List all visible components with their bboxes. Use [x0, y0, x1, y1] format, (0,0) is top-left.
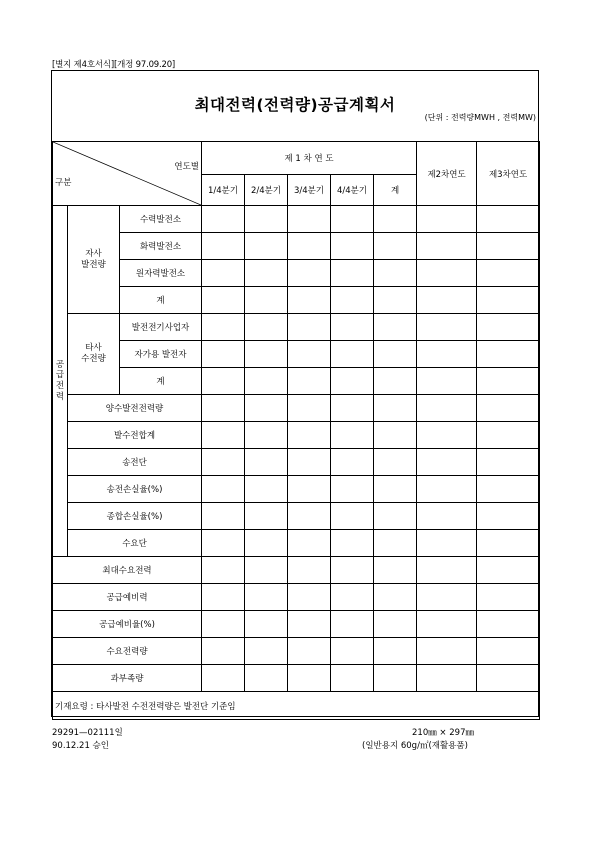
input-cell[interactable] — [331, 557, 374, 584]
input-cell[interactable] — [245, 449, 288, 476]
instructions-note: 기재요령 : 타사발전 수전전력량은 발전단 기준임 — [53, 692, 540, 720]
input-cell[interactable] — [202, 584, 245, 611]
input-cell[interactable] — [374, 422, 417, 449]
row-label: 최대수요전력 — [53, 557, 202, 584]
input-cell[interactable] — [288, 260, 331, 287]
quarter-header: 1/4분기 — [202, 175, 245, 206]
other-receipt-text: 타사 수전량 — [81, 343, 106, 364]
input-cell[interactable] — [288, 314, 331, 341]
input-cell[interactable] — [477, 314, 540, 341]
row-label: 공급예비력 — [53, 584, 202, 611]
input-cell[interactable] — [477, 233, 540, 260]
input-cell[interactable] — [331, 287, 374, 314]
input-cell[interactable] — [331, 611, 374, 638]
input-cell[interactable] — [417, 314, 477, 341]
input-cell[interactable] — [288, 287, 331, 314]
diagonal-line — [53, 142, 201, 205]
input-cell[interactable] — [374, 206, 417, 233]
input-cell[interactable] — [245, 665, 288, 692]
input-cell[interactable] — [331, 422, 374, 449]
input-cell[interactable] — [331, 449, 374, 476]
input-cell[interactable] — [202, 395, 245, 422]
input-cell[interactable] — [477, 530, 540, 557]
input-cell[interactable] — [477, 341, 540, 368]
supply-power-label — [53, 206, 68, 557]
corner-cell — [53, 142, 202, 206]
input-cell[interactable] — [417, 287, 477, 314]
input-cell[interactable] — [245, 611, 288, 638]
input-cell[interactable] — [245, 368, 288, 395]
input-cell[interactable] — [417, 476, 477, 503]
input-cell[interactable] — [374, 530, 417, 557]
input-cell[interactable] — [202, 476, 245, 503]
paper-size: 210㎜ × 297㎜ — [412, 728, 474, 738]
input-cell[interactable] — [331, 638, 374, 665]
own-generation-text: 자사 발전량 — [81, 248, 106, 270]
input-cell[interactable] — [202, 206, 245, 233]
input-cell[interactable] — [245, 530, 288, 557]
input-cell[interactable] — [417, 638, 477, 665]
input-cell[interactable] — [417, 260, 477, 287]
input-cell[interactable] — [245, 233, 288, 260]
input-cell[interactable] — [288, 611, 331, 638]
input-cell[interactable] — [245, 341, 288, 368]
input-cell[interactable] — [374, 503, 417, 530]
input-cell[interactable] — [477, 368, 540, 395]
input-cell[interactable] — [202, 260, 245, 287]
input-cell[interactable] — [331, 368, 374, 395]
input-cell[interactable] — [331, 233, 374, 260]
row-label: 수요단 — [68, 530, 202, 557]
corner-year-label: 연도별 — [174, 162, 200, 172]
input-cell[interactable] — [477, 260, 540, 287]
input-cell[interactable] — [245, 395, 288, 422]
input-cell[interactable] — [288, 341, 331, 368]
year3-header: 제3차연도 — [477, 142, 540, 206]
input-cell[interactable] — [374, 287, 417, 314]
input-cell[interactable] — [288, 530, 331, 557]
input-cell[interactable] — [374, 449, 417, 476]
row-label: 공급예비율(%) — [53, 611, 202, 638]
input-cell[interactable] — [374, 611, 417, 638]
input-cell[interactable] — [417, 611, 477, 638]
input-cell[interactable] — [331, 530, 374, 557]
input-cell[interactable] — [374, 368, 417, 395]
input-cell[interactable] — [417, 422, 477, 449]
row-label: 발수전합계 — [68, 422, 202, 449]
year2-header: 제2차연도 — [417, 142, 477, 206]
input-cell[interactable] — [288, 476, 331, 503]
input-cell[interactable] — [288, 584, 331, 611]
input-cell[interactable] — [202, 449, 245, 476]
input-cell[interactable] — [202, 638, 245, 665]
input-cell[interactable] — [477, 395, 540, 422]
supply-power-text: 공 급 전 력 — [55, 359, 65, 402]
input-cell[interactable] — [374, 584, 417, 611]
input-cell[interactable] — [417, 665, 477, 692]
input-cell[interactable] — [288, 557, 331, 584]
form-number: 29291—02111일 — [52, 728, 123, 738]
approval-date: 90.12.21 승인 — [52, 741, 109, 751]
input-cell[interactable] — [374, 665, 417, 692]
row-label: 자가용 발전자 — [120, 341, 202, 368]
input-cell[interactable] — [374, 557, 417, 584]
input-cell[interactable] — [288, 422, 331, 449]
own-generation-label — [68, 206, 120, 314]
input-cell[interactable] — [477, 611, 540, 638]
row-label: 송전단 — [68, 449, 202, 476]
quarter-header: 4/4분기 — [331, 175, 374, 206]
year1-header: 제 1 차 연 도 — [202, 142, 417, 175]
input-cell[interactable] — [477, 422, 540, 449]
input-cell[interactable] — [331, 665, 374, 692]
input-cell[interactable] — [245, 260, 288, 287]
input-cell[interactable] — [477, 638, 540, 665]
form-frame — [51, 70, 539, 717]
input-cell[interactable] — [331, 260, 374, 287]
input-cell[interactable] — [331, 341, 374, 368]
quarter-header: 3/4분기 — [288, 175, 331, 206]
input-cell[interactable] — [202, 314, 245, 341]
input-cell[interactable] — [331, 395, 374, 422]
input-cell[interactable] — [417, 368, 477, 395]
input-cell[interactable] — [288, 368, 331, 395]
quarter-header: 2/4분기 — [245, 175, 288, 206]
row-label: 화력발전소 — [120, 233, 202, 260]
row-label: 계 — [120, 368, 202, 395]
input-cell[interactable] — [288, 233, 331, 260]
supply-plan-table — [52, 141, 540, 720]
input-cell[interactable] — [477, 584, 540, 611]
input-cell[interactable] — [477, 503, 540, 530]
input-cell[interactable] — [245, 422, 288, 449]
input-cell[interactable] — [477, 665, 540, 692]
input-cell[interactable] — [331, 206, 374, 233]
input-cell[interactable] — [245, 206, 288, 233]
input-cell[interactable] — [477, 476, 540, 503]
input-cell[interactable] — [374, 341, 417, 368]
input-cell[interactable] — [245, 557, 288, 584]
input-cell[interactable] — [374, 314, 417, 341]
input-cell[interactable] — [417, 395, 477, 422]
input-cell[interactable] — [331, 476, 374, 503]
input-cell[interactable] — [374, 233, 417, 260]
input-cell[interactable] — [417, 449, 477, 476]
input-cell[interactable] — [288, 206, 331, 233]
input-cell[interactable] — [331, 314, 374, 341]
row-label: 송전손실율(%) — [68, 476, 202, 503]
input-cell[interactable] — [288, 503, 331, 530]
input-cell[interactable] — [477, 287, 540, 314]
row-label: 수력발전소 — [120, 206, 202, 233]
form-header: [별지 제4호서식][개정 97.09.20] — [52, 60, 176, 70]
input-cell[interactable] — [417, 233, 477, 260]
page-title: 최대전력(전력량)공급계획서 — [194, 96, 396, 114]
input-cell[interactable] — [202, 287, 245, 314]
input-cell[interactable] — [374, 395, 417, 422]
input-cell[interactable] — [374, 476, 417, 503]
input-cell[interactable] — [202, 557, 245, 584]
input-cell[interactable] — [245, 287, 288, 314]
input-cell[interactable] — [374, 638, 417, 665]
input-cell[interactable] — [477, 206, 540, 233]
input-cell[interactable] — [374, 260, 417, 287]
input-cell[interactable] — [417, 584, 477, 611]
input-cell[interactable] — [245, 503, 288, 530]
row-label: 원자력발전소 — [120, 260, 202, 287]
row-label: 양수발전전력량 — [68, 395, 202, 422]
input-cell[interactable] — [288, 395, 331, 422]
corner-category-label: 구분 — [55, 178, 72, 188]
other-receipt-label — [68, 314, 120, 395]
input-cell[interactable] — [245, 584, 288, 611]
input-cell[interactable] — [202, 368, 245, 395]
row-label: 발전전기사업자 — [120, 314, 202, 341]
input-cell[interactable] — [331, 503, 374, 530]
input-cell[interactable] — [202, 341, 245, 368]
row-label: 계 — [120, 287, 202, 314]
corner-diagonal — [53, 142, 201, 205]
input-cell[interactable] — [417, 341, 477, 368]
input-cell[interactable] — [417, 206, 477, 233]
input-cell[interactable] — [288, 449, 331, 476]
input-cell[interactable] — [288, 665, 331, 692]
input-cell[interactable] — [202, 611, 245, 638]
row-label: 과부족량 — [53, 665, 202, 692]
input-cell[interactable] — [477, 449, 540, 476]
input-cell[interactable] — [331, 584, 374, 611]
input-cell[interactable] — [202, 233, 245, 260]
input-cell[interactable] — [202, 503, 245, 530]
input-cell[interactable] — [202, 665, 245, 692]
input-cell[interactable] — [245, 314, 288, 341]
input-cell[interactable] — [417, 557, 477, 584]
input-cell[interactable] — [417, 503, 477, 530]
row-label: 종합손실율(%) — [68, 503, 202, 530]
input-cell[interactable] — [202, 530, 245, 557]
input-cell[interactable] — [417, 530, 477, 557]
title-box — [52, 71, 538, 142]
quarter-header: 계 — [374, 175, 417, 206]
row-label: 수요전력량 — [53, 638, 202, 665]
input-cell[interactable] — [288, 638, 331, 665]
unit-note: (단위 : 전력량MWH , 전력MW) — [424, 113, 536, 122]
input-cell[interactable] — [245, 476, 288, 503]
paper-type: (일반용지 60g/㎡(재활용품) — [362, 741, 468, 751]
input-cell[interactable] — [245, 638, 288, 665]
input-cell[interactable] — [202, 422, 245, 449]
input-cell[interactable] — [477, 557, 540, 584]
